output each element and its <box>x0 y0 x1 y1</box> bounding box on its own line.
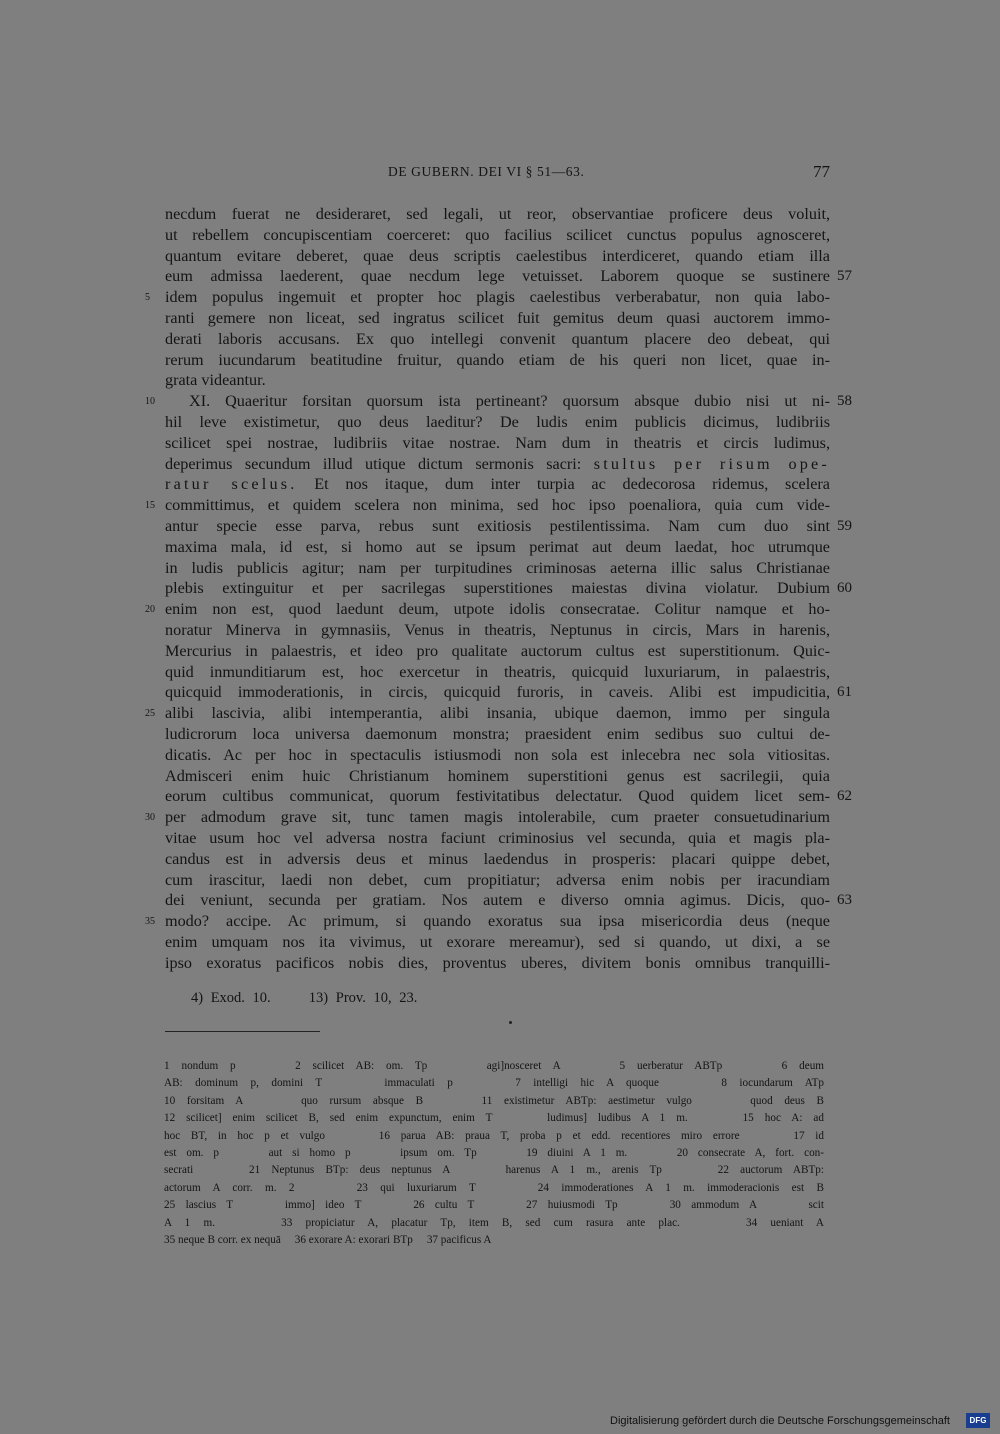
text-line-content: necdum fuerat ne desideraret, sed legali, ut reor, observantiae proficere deus voluit, <box>165 205 830 223</box>
text-line <box>165 662 830 683</box>
apparatus-line: est om. p aut si homo p ipsum om. Tp 19 diuini A 1 m. 20 consecrate A, fort. con- <box>164 1146 824 1159</box>
apparatus-line: actorum A corr. m. 2 23 qui luxuriarum T 24 immoderationes A 1 m. immoderacionis est B <box>164 1181 824 1194</box>
text-line-content: in ludis publicis agitur; nam per turpitudines criminosas aeterna illic salus Christianae <box>165 558 830 577</box>
text-line <box>165 828 830 849</box>
text-line-content: dicatis. Ac per hoc in spectaculis istiusmodi non sola est inlecebra nec sola vitiositas. <box>165 745 830 764</box>
text-line <box>165 558 830 579</box>
text-line-content: vitae usum hoc vel adversa nostra faciunt criminosius vel secunda, quia et magis pla- <box>165 828 830 847</box>
text-line <box>165 246 830 267</box>
text-line-content: quicquid immoderationis, in circis, quicquid furoris, in caveis. Alibi est impudicitia, <box>165 683 830 702</box>
text-line <box>165 682 852 703</box>
section-number: 59 <box>837 517 852 534</box>
text-line-content: maxima mala, id est, si homo aut se ipsum perimat aut deum laedat, hoc utrumque <box>165 537 830 556</box>
apparatus-line: 10 forsitam A quo rursum absque B 11 existimetur ABTp: aestimetur vulgo quod deus B <box>164 1094 824 1107</box>
text-line-content: per admodum grave sit, tunc tamen magis intolerabile, cum praeter consuetudinarium <box>165 808 830 827</box>
text-line <box>145 495 830 516</box>
text-line <box>165 412 830 433</box>
section-number: 58 <box>837 393 852 410</box>
text-line-content: eum admissa laederent, quae necdum lege vetuisset. Laborem quoque se sustinere <box>165 267 830 286</box>
text-line <box>165 266 852 287</box>
text-line <box>165 350 830 371</box>
text-line <box>165 849 830 870</box>
text-line <box>165 308 830 329</box>
text-line-content: dei veniunt, secunda per gratiam. Nos autem e diverso omnia agimus. Dicis, quo- <box>165 891 830 910</box>
text-line <box>145 599 830 620</box>
text-line <box>165 953 830 974</box>
text-line-content: ut rebellem concupiscentiam coerceret: quo facilius scilicet cunctus populus agnosceret, <box>165 225 830 244</box>
text-line-content: plebis extinguitur et per sacrilegas superstitiones maiestas divina violatur. Dubium <box>165 579 830 598</box>
apparatus-line: secrati 21 Neptunus BTp: deus neptunus A harenus A 1 m., arenis Tp 22 auctorum ABTp: <box>164 1164 824 1177</box>
text-line-content: quantum evitare deberet, quae deus scriptis caelestibus interdiceret, quando etiam illa <box>165 246 830 265</box>
text-line <box>145 807 830 828</box>
apparatus-line: 1 nondum p 2 scilicet AB: om. Tp agi]nosceret A 5 uerberatur ABTp 6 deum <box>164 1060 824 1072</box>
text-line-content: Admisceri enim huic Christianum hominem superstitioni genus est sacrilegii, quia <box>165 766 830 785</box>
text-line <box>145 911 830 932</box>
text-line-content: enim umquam nos ita vivimus, ut exorare mereamur), sed si quando, ut dixi, a se <box>165 932 830 951</box>
text-line <box>165 724 830 745</box>
line-number: 20 <box>145 604 155 616</box>
text-line-content: cum irascitur, laedi non debet, cum propitiatur; adversa enim nobis per iracundiam <box>165 870 830 889</box>
footnote-rule <box>165 1031 320 1032</box>
text-line-content: rerum iucundarum beatitudine fruitur, quando etiam de his queri non licet, quae in- <box>165 350 830 369</box>
text-line-content: alibi lascivia, alibi intemperantia, alibi insania, ubique daemon, immo per singula <box>165 704 830 723</box>
text-line-content: Mercurius in palaestris, et ideo pro qualitate auctorum cultus est superstitionum. Quic- <box>165 641 830 660</box>
text-line <box>165 225 830 246</box>
dfg-logo: DFG <box>966 1413 990 1428</box>
text-line <box>165 641 830 662</box>
spaced-quotation: stultus per risum ope- <box>593 454 831 473</box>
line-number: 25 <box>145 708 155 720</box>
text-line-content: ipso exoratus pacificos nobis dies, proventus uberes, divitem bonis omnibus tranquilli- <box>165 953 830 972</box>
text-line-content: grata videantur. <box>165 371 266 390</box>
text-line-content: antur specie esse parva, rebus sunt exitiosis pestilentissima. Nam cum duo sint <box>165 516 830 535</box>
text-line-content: derati laboris accusans. Ex quo intellegi convenit quantum placere deo debeat, qui <box>165 329 830 348</box>
print-dot <box>509 1021 512 1024</box>
text-line <box>165 578 852 599</box>
text-line-content: enim non est, quod laedunt deum, utpote idolis consecratae. Colitur namque et ho- <box>165 600 830 619</box>
line-number: 35 <box>145 916 155 928</box>
text-line-content: XI. Quaeritur forsitan quorsum ista pertineant? quorsum absque dubio nisi ut ni- <box>189 392 830 411</box>
text-line-continuation: Et nos itaque, dum inter turpia ac dedecorosa ridemus, scelera <box>297 475 830 494</box>
page-number: 77 <box>813 162 830 181</box>
section-number: 61 <box>837 684 852 701</box>
text-line <box>165 745 830 766</box>
spaced-quotation: ratur scelus. <box>165 475 298 494</box>
text-line-content: hil leve existimetur, quo deus laeditur? De ludis enim publicis dicimus, ludibriis <box>165 412 830 431</box>
text-line-content: candus est in adversis deus et minus laedendus in prosperis: placari quippe debet, <box>165 849 830 868</box>
line-number: 30 <box>145 812 155 824</box>
text-line <box>165 620 830 641</box>
section-number: 62 <box>837 788 852 805</box>
section-number: 60 <box>837 580 852 597</box>
apparatus-line: 25 lascius T immo] ideo T 26 cultu T 27 huiusmodi Tp 30 ammodum A scit <box>164 1199 824 1212</box>
text-line <box>165 433 830 454</box>
text-line <box>165 786 852 807</box>
text-line <box>165 890 852 911</box>
text-line <box>165 766 830 787</box>
scripture-references: 4) Exod. 10. 13) Prov. 10, 23. <box>191 990 418 1006</box>
text-line-content: modo? accipe. Ac primum, si quando exoratus sua ipsa misericordia deus (neque <box>165 912 830 931</box>
text-line <box>165 329 830 350</box>
line-number: 15 <box>145 500 155 512</box>
digitization-credit: Digitalisierung gefördert durch die Deutsche Forschungsgemeinschaft <box>610 1415 950 1427</box>
text-line <box>145 287 830 308</box>
critical-apparatus <box>164 1058 824 1249</box>
text-line <box>165 474 830 495</box>
text-line-content: quid inmunditiarum est, hoc exercetur in theatris, quicquid luxuriarum, in palaestris, <box>165 662 830 681</box>
running-head: DE GUBERN. DEI VI § 51—63. <box>388 164 585 179</box>
line-number: 5 <box>145 292 150 304</box>
text-line <box>165 932 830 953</box>
text-line-content: committimus, et quidem scelera non minima, sed hoc ipso poenaliora, quia cum vide- <box>165 496 830 515</box>
text-line <box>145 391 852 412</box>
text-line <box>165 516 852 537</box>
text-line-content: idem populus ingemuit et propter hoc plagis caelestibus verberabatur, non quia labo- <box>165 288 830 307</box>
line-number: 10 <box>145 396 155 408</box>
text-line-content: eorum cultibus communicat, quorum festivitatibus delectatur. Quod quidem licet sem- <box>165 787 830 806</box>
apparatus-line: 12 scilicet] enim scilicet B, sed enim expunctum, enim T ludimus] ludibus A 1 m. 15 hoc A: ad <box>164 1112 824 1125</box>
text-line <box>165 870 830 891</box>
apparatus-line: hoc BT, in hoc p et vulgo 16 parua AB: praua T, proba p et edd. recentiores miro errore 17 id <box>164 1129 824 1142</box>
text-line-content: ranti gemere non liceat, sed ingratus scilicet fuit gemitus deum quasi auctorem immo- <box>165 308 830 327</box>
apparatus-line: 35 neque B corr. ex nequā 36 exorare A: exorari BTp 37 pacificus A <box>164 1233 492 1246</box>
text-line <box>165 204 830 225</box>
text-line <box>165 537 830 558</box>
section-number: 63 <box>837 892 852 909</box>
text-line-content: deperimus secundum illud utique dictum sermonis sacri: <box>165 454 582 473</box>
apparatus-line: AB: dominum p, domini T immaculati p 7 intelligi hic A quoque 8 iocundarum ATp <box>164 1077 824 1090</box>
main-text <box>145 204 852 973</box>
text-line <box>145 703 830 724</box>
text-line <box>165 454 830 475</box>
section-number: 57 <box>837 268 852 285</box>
text-line-content: ludicrorum loca universa daemonum monstra; praesident enim sedibus suo cultui de- <box>165 724 830 743</box>
apparatus-line: A 1 m. 33 propiciatur A, placatur Tp, item B, sed cum rasura ante plac. 34 ueniant A <box>164 1216 824 1229</box>
text-line <box>165 370 830 391</box>
text-line-content: noratur Minerva in gymnasiis, Venus in theatris, Neptunus in circis, Mars in harenis, <box>165 620 830 639</box>
text-line-content: scilicet spei nostrae, ludibriis vitae nostrae. Nam dum in theatris et circis ludimus, <box>165 433 830 452</box>
